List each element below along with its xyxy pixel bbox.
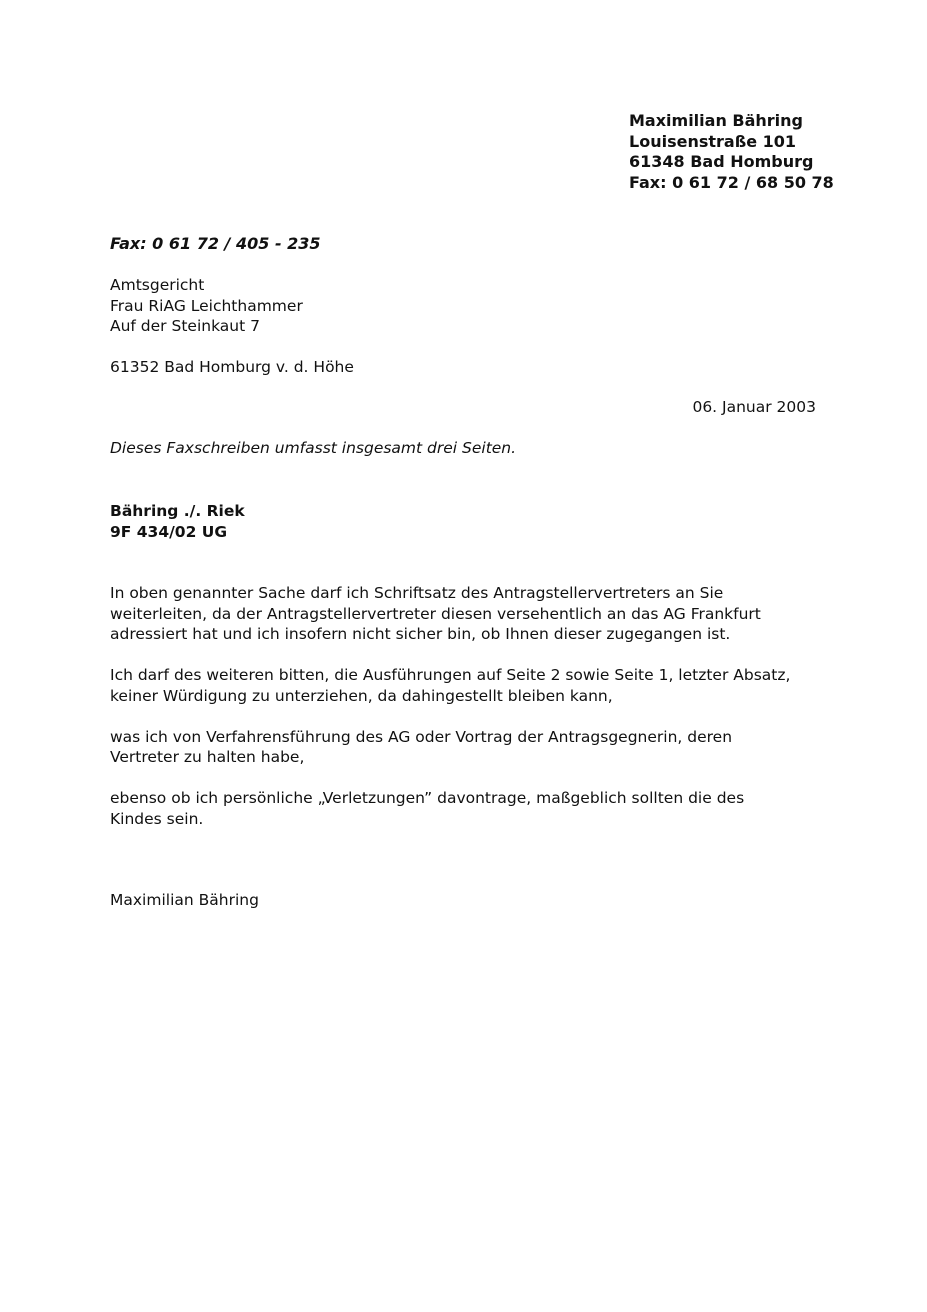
body-line: Ich darf des weiteren bitten, die Ausführungen auf Seite 2 sowie Seite 1, letzter Absatz,: [110, 666, 791, 684]
body-paragraph: [110, 665, 790, 706]
sender-address-block: [629, 111, 834, 193]
sender-city: 61348 Bad Homburg: [629, 152, 814, 171]
recipient-line-judge: Frau RiAG Leichthammer: [110, 296, 303, 315]
subject-parties: Bähring ./. Riek: [110, 502, 245, 520]
body-line: Vertreter zu halten habe,: [110, 748, 305, 766]
body-line: was ich von Verfahrensführung des AG oder Vortrag der Antragsgegnerin, deren: [110, 727, 733, 746]
body-line: keiner Würdigung zu unterziehen, da dahingestellt bleiben kann,: [110, 686, 613, 705]
body-paragraph: [110, 727, 790, 768]
body-line: In oben genannter Sache darf ich Schriftsatz des Antragstellervertreters an Sie: [110, 584, 724, 602]
letter-body: [110, 583, 790, 850]
page-count-notice: Dieses Faxschreiben umfasst insgesamt drei Seiten.: [110, 439, 517, 457]
body-paragraph: [110, 583, 790, 645]
body-line: adressiert hat und ich insofern nicht sicher bin, ob Ihnen dieser zugegangen ist.: [110, 625, 731, 643]
body-line: weiterleiten, da der Antragstellervertreter diesen versehentlich an das AG Frankfurt: [110, 604, 761, 623]
recipient-line-court: Amtsgericht: [110, 276, 205, 294]
case-number: 9F 434/02 UG: [110, 522, 228, 541]
body-line: ebenso ob ich persönliche „Verletzungen” davontrage, maßgeblich sollten die des: [110, 789, 745, 807]
sender-name: Maximilian Bähring: [629, 111, 804, 130]
recipient-address-block: [110, 275, 354, 378]
recipient-line-city: 61352 Bad Homburg v. d. Höhe: [110, 358, 354, 376]
signature-name: Maximilian Bähring: [110, 891, 259, 909]
subject-block: [110, 501, 245, 542]
sender-fax: Fax: 0 61 72 / 68 50 78: [629, 172, 834, 192]
recipient-line-street: Auf der Steinkaut 7: [110, 317, 260, 335]
letter-date: 06. Januar 2003: [692, 398, 816, 416]
recipient-fax-number: Fax: 0 61 72 / 405 - 235: [110, 234, 321, 253]
body-paragraph: [110, 788, 790, 829]
body-line: Kindes sein.: [110, 809, 204, 828]
sender-street: Louisenstraße 101: [629, 131, 797, 151]
